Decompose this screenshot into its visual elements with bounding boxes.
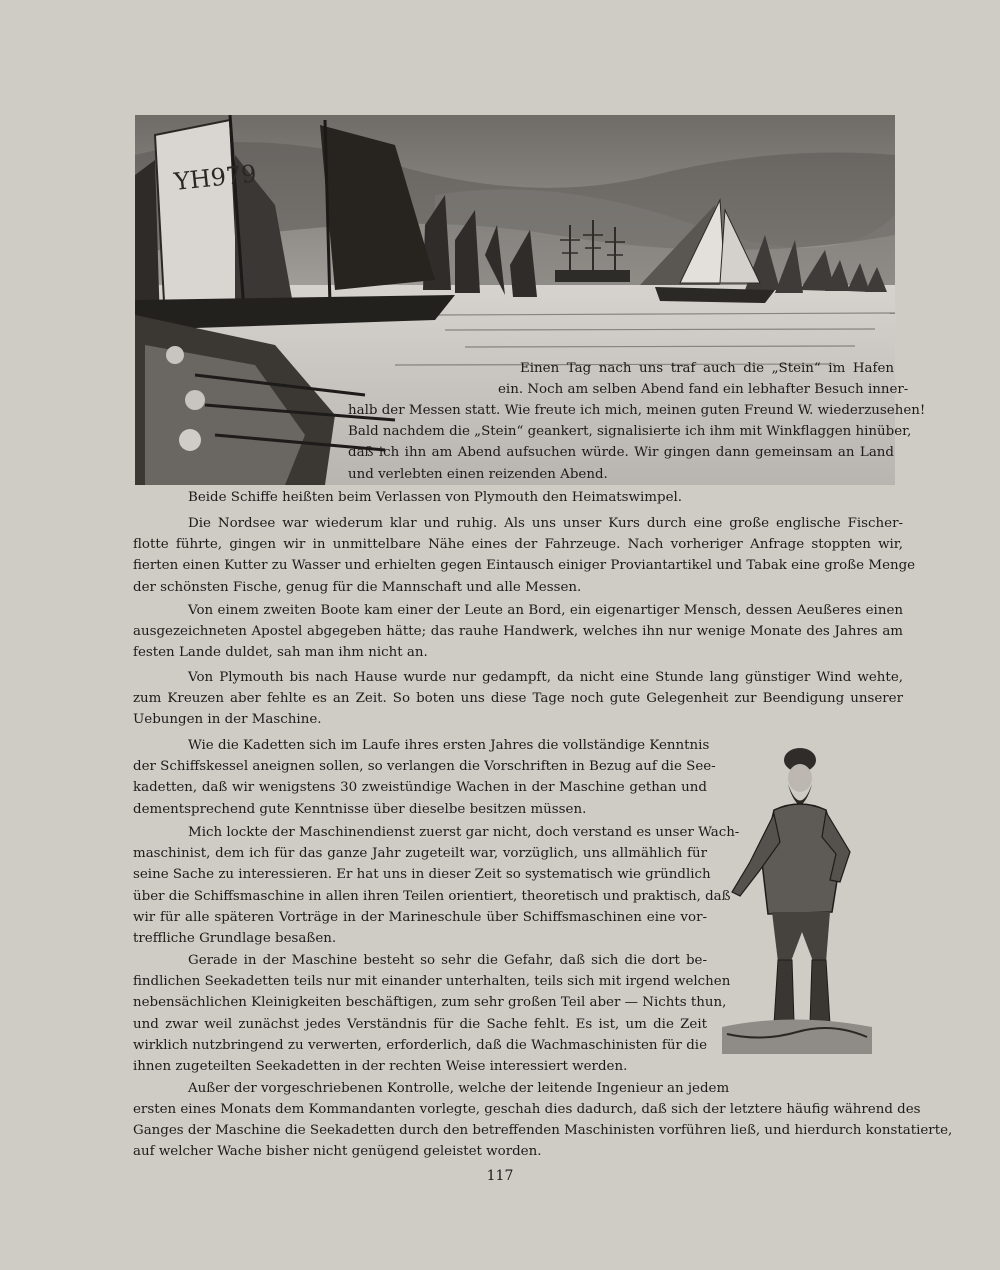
- text-line: der Schiffskessel aneignen sollen, so verlangen die Vorschriften in Bezug auf die See-: [133, 759, 716, 775]
- text-line: und zwar weil zunächst jedes Verständnis für die Sache fehlt. Es ist, um die Zeit: [133, 1016, 707, 1032]
- text-line: maschinist, dem ich für das ganze Jahr zugeteilt war, vorzüglich, uns allmählich für: [133, 846, 707, 862]
- paragraph-9: [133, 1099, 953, 1163]
- text-line: Mich lockte der Maschinendienst zuerst gar nicht, doch verstand es unser Wach-: [188, 825, 740, 840]
- text-line: kadetten, daß wir wenigstens 30 zweistündige Wachen in der Maschine gethan und: [133, 780, 707, 796]
- text-line: der schönsten Fische, genug für die Mannschaft und alle Messen.: [133, 579, 582, 595]
- text-line: daß ich ihn am Abend aufsuchen würde. Wir gingen dann gemeinsam an Land: [348, 445, 894, 461]
- text-line: Die Nordsee war wiederum klar und ruhig. Als uns unser Kurs durch eine große englische Fischer-: [188, 516, 903, 531]
- text-line: Beide Schiffe heißten beim Verlassen von Plymouth den Heimatswimpel.: [188, 490, 683, 505]
- text-line: Wie die Kadetten sich im Laufe ihres ersten Jahres die vollständige Kenntnis: [188, 738, 710, 753]
- text-line: Einen Tag nach uns traf auch die „Stein“ im Hafen: [520, 361, 894, 376]
- paragraph-2: [188, 487, 894, 508]
- text-line: treffliche Grundlage besaßen.: [133, 931, 337, 947]
- text-line: Gerade in der Maschine besteht so sehr die Gefahr, daß sich die dort be-: [188, 953, 707, 968]
- text-line: festen Lande duldet, sah man ihm nicht an.: [133, 645, 428, 661]
- text-line: auf welcher Wache bisher nicht genügend geleistet worden.: [133, 1144, 542, 1160]
- text-line: Außer der vorgeschriebenen Kontrolle, welche der leitende Ingenieur an jedem: [188, 1081, 730, 1096]
- paragraph-1-line-2: [498, 379, 909, 400]
- text-line: Bald nachdem die „Stein“ geankert, signalisierte ich ihm mit Winkflaggen hinüber,: [348, 424, 912, 440]
- text-line: über die Schiffsmaschine in allen ihren Teilen orientiert, theoretisch und praktisch, daß: [133, 888, 731, 904]
- text-line: Ganges der Maschine die Seekadetten durch den betreffenden Maschinisten vorführen ließ, und hierdurch konstatierte,: [133, 1123, 953, 1139]
- page-number: 117: [486, 1168, 514, 1184]
- paragraph-5: [133, 667, 903, 731]
- text-line: halb der Messen statt. Wie freute ich mich, meinen guten Freund W. wiederzusehen!: [348, 403, 926, 418]
- fisherman-illustration: [722, 742, 872, 1054]
- text-line: findlichen Seekadetten teils nur mit einander unterhalten, teils sich mit irgend welchen: [133, 974, 731, 990]
- fisherman-image: [722, 742, 872, 1054]
- text-line: zum Kreuzen aber fehlte es an Zeit. So boten uns diese Tage noch gute Gelegenheit zur Beendigung unserer: [133, 691, 903, 707]
- text-line: Von Plymouth bis nach Hause wurde nur gedampft, da nicht eine Stunde lang günstiger Wind wehte,: [188, 670, 903, 685]
- text-line: ersten eines Monats dem Kommandanten vorlegte, geschah dies dadurch, daß sich der letztere häufig während des: [133, 1102, 921, 1117]
- text-line: wirklich nutzbringend zu verwerten, erforderlich, daß die Wachmaschinisten für die: [133, 1037, 707, 1053]
- paragraph-4: [133, 600, 903, 664]
- text-line: Von einem zweiten Boote kam einer der Leute an Bord, ein eigenartiger Mensch, dessen Aeußeres einen: [188, 603, 903, 618]
- paragraph-6: [133, 735, 716, 820]
- paragraph-1-cont: [348, 400, 926, 485]
- paragraph-3: [133, 513, 916, 598]
- text-line: ihnen zugeteilten Seekadetten in der rechten Weise interessiert werden.: [133, 1059, 628, 1075]
- text-line: und verlebten einen reizenden Abend.: [348, 466, 608, 482]
- paragraph-7: [133, 822, 740, 949]
- text-line: ein. Noch am selben Abend fand ein lebhafter Besuch inner-: [498, 382, 909, 397]
- text-line: flotte führte, gingen wir in unmittelbare Nähe eines der Fahrzeuge. Nach vorheriger Anfrage stoppten wir,: [133, 537, 903, 553]
- text-line: fierten einen Kutter zu Wasser und erhielten gegen Eintausch einiger Proviantartikel und Tabak eine große Menge: [133, 558, 916, 574]
- text-line: nebensächlichen Kleinigkeiten beschäftigen, zum sehr großen Teil aber — Nichts thun,: [133, 995, 727, 1011]
- text-line: ausgezeichneten Apostel abgegeben hätte; das rauhe Handwerk, welches ihn nur wenige Monate des Jahres am: [133, 624, 903, 640]
- text-line: dementsprechend gute Kenntnisse über dieselbe besitzen müssen.: [133, 801, 587, 817]
- paragraph-8: [133, 950, 731, 1077]
- text-line: wir für alle späteren Vorträge in der Marineschule über Schiffsmaschinen eine vor-: [133, 909, 707, 925]
- text-line: Uebungen in der Maschine.: [133, 712, 322, 728]
- sail-number: YH979: [172, 159, 258, 196]
- paragraph-1: [520, 358, 894, 379]
- paragraph-9-line-1: [133, 1078, 730, 1099]
- text-line: seine Sache zu interessieren. Er hat uns in dieser Zeit so systematisch wie gründlich: [133, 867, 711, 883]
